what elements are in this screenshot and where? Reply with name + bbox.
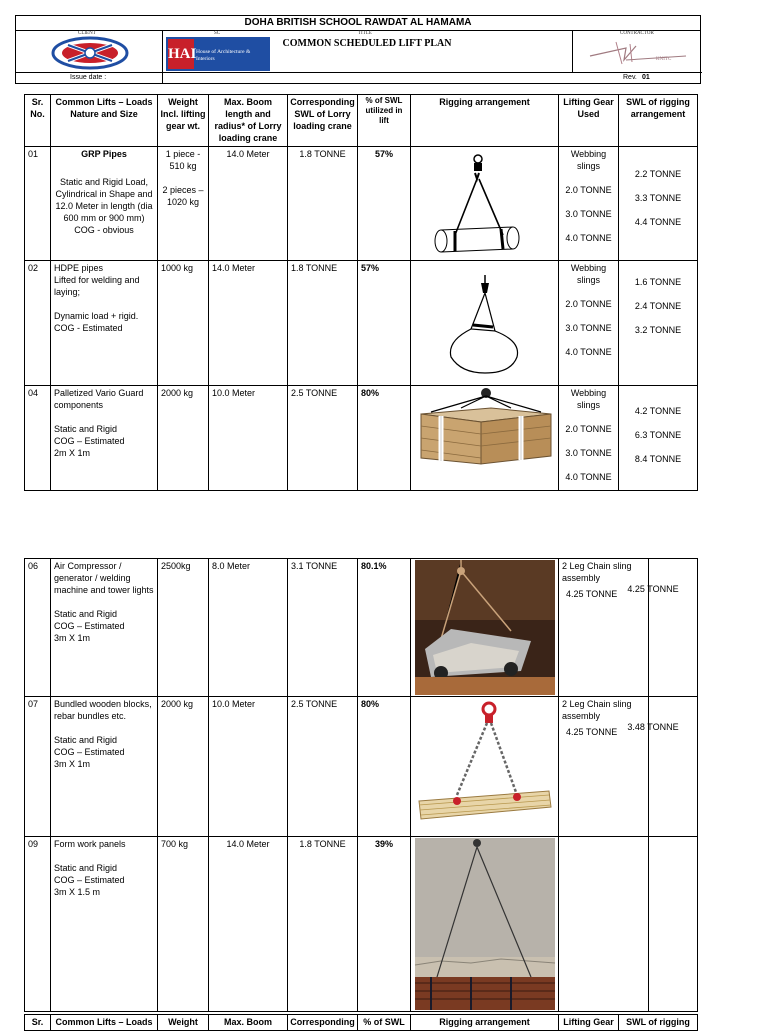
table-row: 09 Form work panels Static and Rigid COG – Estimated 3m X 1.5 m 700 kg 14.0 Meter 1.8 TONNE 39% xyxy=(25,837,698,1012)
hai-logo-text: House of Architecture & Interiors xyxy=(196,49,251,62)
client-label: CLIENT xyxy=(78,31,96,36)
svg-text:KNITC: KNITC xyxy=(656,57,672,62)
rev-label: Rev. xyxy=(623,74,637,81)
sc-label: SC xyxy=(214,31,221,36)
contractor-label: CONTRACTOR xyxy=(620,31,654,36)
col-weight: Weight Incl. lifting gear wt. xyxy=(158,95,209,147)
lift-plan-table-1 xyxy=(24,94,698,491)
col-rig-swl: SWL of rigging arrangement xyxy=(619,95,698,147)
hai-logo-mark: HAI xyxy=(168,39,194,69)
col-crane-swl: Corresponding SWL of Lorry loading crane xyxy=(288,95,358,147)
table-row: 01 GRP Pipes Static and Rigid Load, Cylindrical in Shape and 12.0 Meter in length (dia 600 mm or 900 mm) COG - obvious 1 piece - 510 kg 2 pieces – 1020 kg 14.0 Meter 1.8 TONNE 57% Webbing slings 2.0 TONNE 3.0 TONNE 4.0 TONNE 2.2 TONNE 3.3 TONNE 4.4 TONNE xyxy=(25,147,698,261)
client-logo-icon xyxy=(50,36,130,70)
table-row: 07 Bundled wooden blocks, rebar bundles etc. Static and Rigid COG – Estimated 3m X 1m 2000 kg 10.0 Meter 2.5 TONNE 80% 2 Leg Chain sling assembly 4.25 TONNE 3.48 TONNE xyxy=(25,697,698,837)
col-gear: Lifting Gear Used xyxy=(559,95,619,147)
table-row: 06 Air Compressor / generator / welding machine and tower lights Static and Rigid COG – Estimated 3m X 1m 2500kg 8.0 Meter 3.1 TONNE 80.1% 2 Leg Chain sling assembly 4.25 TONNE 4.25 TONNE xyxy=(25,559,698,697)
contractor-logo-icon xyxy=(586,38,692,68)
school-name: DOHA BRITISH SCHOOL RAWDAT AL HAMAMA xyxy=(16,16,700,31)
rigging-pallet-sling xyxy=(411,386,559,491)
table-header-row: Sr. Common Lifts – Loads Weight Max. Boom Corresponding % of SWL Rigging arrangement Lifting Gear SWL of rigging xyxy=(25,1015,698,1031)
plan-title: COMMON SCHEDULED LIFT PLAN xyxy=(282,38,452,49)
table-row: 02 HDPE pipes Lifted for welding and laying; Dynamic load + rigid. COG - Estimated 1000 kg 14.0 Meter 1.8 TONNE 57% Webbing slings 2.0 TONNE 3.0 TONNE 4.0 TONNE 1.6 TONNE 2.4 TONNE 3.2 TONNE xyxy=(25,261,698,386)
col-load: Common Lifts – Loads Nature and Size xyxy=(51,95,158,147)
rigging-hdpe-sling xyxy=(411,261,559,386)
table-row: 04 Palletized Vario Guard components Static and Rigid COG – Estimated 2m X 1m 2000 kg 10.0 Meter 2.5 TONNE 80% Webbing slings 2.0 TONNE 3.0 TONNE 4.0 TONNE 4.2 TONNE 6.3 TONNE 8.4 TONNE xyxy=(25,386,698,491)
rigging-formwork-photo xyxy=(411,837,559,1012)
col-pct: % of SWL utilized in lift xyxy=(358,95,411,147)
rigging-chain-bundle xyxy=(411,697,559,837)
rigging-pipe-sling xyxy=(411,147,559,261)
title-label: TITLE xyxy=(358,31,372,36)
rigging-compressor-photo xyxy=(411,559,559,697)
rev-value: 01 xyxy=(642,74,650,81)
issue-date-label: Issue date : xyxy=(70,74,107,81)
col-sr: Sr. No. xyxy=(25,95,51,147)
document-header xyxy=(15,15,701,84)
table-header-row xyxy=(25,95,698,147)
col-boom: Max. Boom length and radius* of Lorry loading crane xyxy=(209,95,288,147)
lift-plan-table-2 xyxy=(24,558,698,1012)
col-rigging: Rigging arrangement xyxy=(411,95,559,147)
lift-plan-table-3-header xyxy=(24,1014,698,1031)
